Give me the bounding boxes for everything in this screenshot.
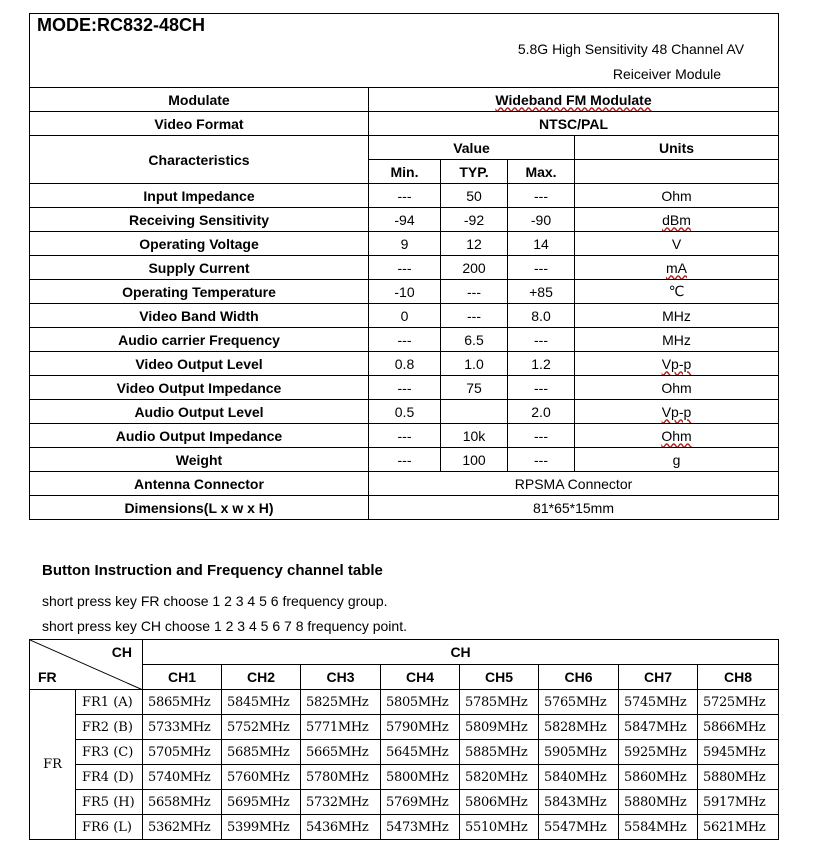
spec-max: ---	[508, 448, 575, 472]
video-format-label: Video Format	[30, 112, 369, 136]
spec-typ: 12	[441, 232, 508, 256]
freq-row	[30, 815, 779, 840]
spec-max: ---	[508, 256, 575, 280]
freq-cell: 5645MHz	[381, 740, 460, 765]
video-format-value: NTSC/PAL	[369, 112, 779, 136]
freq-cell: 5547MHz	[539, 815, 619, 840]
freq-cell: 5843MHz	[539, 790, 619, 815]
spec-unit	[575, 400, 779, 424]
spec-unit	[575, 256, 779, 280]
spec-max: 8.0	[508, 304, 575, 328]
channel-header: CH3	[301, 665, 381, 690]
spec-max: 2.0	[508, 400, 575, 424]
fr-row-label: FR1 (A)	[76, 690, 143, 715]
spec-min: 0	[369, 304, 441, 328]
channel-header: CH8	[698, 665, 779, 690]
freq-cell: 5825MHz	[301, 690, 381, 715]
frequency-table	[29, 639, 779, 840]
spec-max: ---	[508, 376, 575, 400]
spec-name: Audio carrier Frequency	[30, 328, 369, 352]
freq-cell: 5780MHz	[301, 765, 381, 790]
spec-min: ---	[369, 328, 441, 352]
freq-cell: 5809MHz	[460, 715, 539, 740]
freq-cell: 5917MHz	[698, 790, 779, 815]
freq-cell: 5510MHz	[460, 815, 539, 840]
subtitle-line1: 5.8G High Sensitivity 48 Channel AV	[517, 41, 745, 57]
subtitle-line2: Reiceiver Module	[612, 66, 722, 82]
subtitle	[30, 37, 779, 88]
instruction-ch: short press key CH choose 1 2 3 4 5 6 7 8 frequency point.	[42, 618, 407, 634]
freq-cell: 5866MHz	[698, 715, 779, 740]
freq-cell: 5945MHz	[698, 740, 779, 765]
instruction-fr: short press key FR choose 1 2 3 4 5 6 frequency group.	[42, 593, 388, 609]
modulate-value	[369, 88, 779, 112]
fr-row-label: FR5 (H)	[76, 790, 143, 815]
units-header: Units	[575, 136, 779, 160]
freq-cell: 5800MHz	[381, 765, 460, 790]
freq-cell: 5725MHz	[698, 690, 779, 715]
spec-typ: 1.0	[441, 352, 508, 376]
spec-typ: -92	[441, 208, 508, 232]
freq-cell: 5925MHz	[619, 740, 698, 765]
spec-typ: ---	[441, 304, 508, 328]
corner-cell	[30, 640, 143, 690]
max-header: Max.	[508, 160, 575, 184]
spec-row	[30, 400, 779, 424]
fr-row-label: FR4 (D)	[76, 765, 143, 790]
freq-cell: 5436MHz	[301, 815, 381, 840]
spec-row	[30, 184, 779, 208]
spec-max: +85	[508, 280, 575, 304]
spec-typ: 75	[441, 376, 508, 400]
fr-group-label: FR	[30, 690, 76, 840]
spec-min: ---	[369, 184, 441, 208]
freq-cell: 5740MHz	[143, 765, 222, 790]
freq-row	[30, 765, 779, 790]
fr-row-label: FR2 (B)	[76, 715, 143, 740]
spec-min: -94	[369, 208, 441, 232]
fr-row-label: FR6 (L)	[76, 815, 143, 840]
freq-cell: 5399MHz	[222, 815, 301, 840]
spec-typ: 10k	[441, 424, 508, 448]
spec-row	[30, 424, 779, 448]
spec-min: 0.8	[369, 352, 441, 376]
spec-unit: g	[575, 448, 779, 472]
spec-min: 9	[369, 232, 441, 256]
spec-unit: MHz	[575, 328, 779, 352]
modulate-value-text: Wideband FM Modulate	[495, 91, 652, 108]
freq-cell: 5790MHz	[381, 715, 460, 740]
corner-ch-label: CH	[111, 644, 132, 660]
spec-max: 14	[508, 232, 575, 256]
spec-unit	[575, 352, 779, 376]
spec-name: Operating Voltage	[30, 232, 369, 256]
freq-row	[30, 690, 779, 715]
freq-cell: 5845MHz	[222, 690, 301, 715]
spec-row	[30, 352, 779, 376]
spec-unit-text: mA	[666, 259, 688, 276]
spec-row	[30, 328, 779, 352]
spec-min: -10	[369, 280, 441, 304]
freq-cell: 5732MHz	[301, 790, 381, 815]
spec-name: Weight	[30, 448, 369, 472]
spec-typ	[441, 400, 508, 424]
freq-cell: 5705MHz	[143, 740, 222, 765]
antenna-value: RPSMA Connector	[369, 472, 779, 496]
freq-cell: 5473MHz	[381, 815, 460, 840]
spec-name: Operating Temperature	[30, 280, 369, 304]
spec-min: ---	[369, 256, 441, 280]
spec-unit: Ohm	[575, 184, 779, 208]
units-subheader-empty	[575, 160, 779, 184]
spec-typ: ---	[441, 280, 508, 304]
freq-cell: 5584MHz	[619, 815, 698, 840]
spec-typ: 100	[441, 448, 508, 472]
spec-row	[30, 208, 779, 232]
freq-cell: 5785MHz	[460, 690, 539, 715]
dimensions-label: Dimensions(L x w x H)	[30, 496, 369, 520]
spec-unit: Ohm	[575, 376, 779, 400]
spec-min: ---	[369, 424, 441, 448]
freq-cell: 5805MHz	[381, 690, 460, 715]
spec-name: Supply Current	[30, 256, 369, 280]
freq-cell: 5733MHz	[143, 715, 222, 740]
fr-row-label: FR3 (C)	[76, 740, 143, 765]
freq-cell: 5828MHz	[539, 715, 619, 740]
min-header: Min.	[369, 160, 441, 184]
freq-cell: 5880MHz	[619, 790, 698, 815]
freq-cell: 5806MHz	[460, 790, 539, 815]
freq-cell: 5885MHz	[460, 740, 539, 765]
spec-unit: ℃	[575, 280, 779, 304]
spec-name: Input Impedance	[30, 184, 369, 208]
mode-title: MODE:RC832-48CH	[30, 14, 779, 38]
freq-row	[30, 790, 779, 815]
spec-unit-text: Vp-p	[661, 403, 692, 420]
antenna-label: Antenna Connector	[30, 472, 369, 496]
spec-min: 0.5	[369, 400, 441, 424]
freq-cell: 5745MHz	[619, 690, 698, 715]
spec-min: ---	[369, 448, 441, 472]
spec-row	[30, 304, 779, 328]
freq-cell: 5905MHz	[539, 740, 619, 765]
spec-name: Audio Output Level	[30, 400, 369, 424]
button-instruction-title: Button Instruction and Frequency channel table	[42, 562, 383, 579]
spec-unit-text: dBm	[662, 211, 691, 228]
characteristics-header: Characteristics	[30, 136, 369, 184]
spec-row	[30, 448, 779, 472]
freq-cell: 5665MHz	[301, 740, 381, 765]
spec-unit-text: Vp-p	[661, 355, 692, 372]
channel-header: CH6	[539, 665, 619, 690]
spec-name: Video Output Level	[30, 352, 369, 376]
spec-typ: 6.5	[441, 328, 508, 352]
ch-header: CH	[143, 640, 779, 665]
freq-cell: 5695MHz	[222, 790, 301, 815]
spec-row	[30, 256, 779, 280]
spec-row	[30, 376, 779, 400]
spec-row	[30, 232, 779, 256]
value-header: Value	[369, 136, 575, 160]
spec-unit	[575, 208, 779, 232]
spec-max: 1.2	[508, 352, 575, 376]
channel-header: CH2	[222, 665, 301, 690]
freq-row	[30, 715, 779, 740]
freq-cell: 5860MHz	[619, 765, 698, 790]
freq-cell: 5847MHz	[619, 715, 698, 740]
spec-unit: V	[575, 232, 779, 256]
freq-row	[30, 740, 779, 765]
freq-cell: 5362MHz	[143, 815, 222, 840]
spec-table	[29, 13, 779, 520]
spec-name: Video Output Impedance	[30, 376, 369, 400]
spec-max: ---	[508, 328, 575, 352]
spec-name: Video Band Width	[30, 304, 369, 328]
spec-min: ---	[369, 376, 441, 400]
spec-max: ---	[508, 184, 575, 208]
spec-typ: 50	[441, 184, 508, 208]
freq-cell: 5865MHz	[143, 690, 222, 715]
dimensions-value: 81*65*15mm	[369, 496, 779, 520]
channel-header: CH7	[619, 665, 698, 690]
spec-max: ---	[508, 424, 575, 448]
freq-cell: 5658MHz	[143, 790, 222, 815]
channel-header: CH4	[381, 665, 460, 690]
spec-unit-text: Ohm	[661, 427, 692, 444]
modulate-label: Modulate	[30, 88, 369, 112]
freq-cell: 5880MHz	[698, 765, 779, 790]
spec-unit: MHz	[575, 304, 779, 328]
spec-name: Receiving Sensitivity	[30, 208, 369, 232]
freq-cell: 5685MHz	[222, 740, 301, 765]
freq-cell: 5769MHz	[381, 790, 460, 815]
typ-header: TYP.	[441, 160, 508, 184]
freq-cell: 5771MHz	[301, 715, 381, 740]
freq-cell: 5840MHz	[539, 765, 619, 790]
corner-fr-label: FR	[38, 669, 57, 685]
spec-name: Audio Output Impedance	[30, 424, 369, 448]
freq-cell: 5820MHz	[460, 765, 539, 790]
freq-cell: 5621MHz	[698, 815, 779, 840]
spec-typ: 200	[441, 256, 508, 280]
spec-unit	[575, 424, 779, 448]
spec-row	[30, 280, 779, 304]
channel-header: CH5	[460, 665, 539, 690]
freq-cell: 5765MHz	[539, 690, 619, 715]
channel-header: CH1	[143, 665, 222, 690]
spec-max: -90	[508, 208, 575, 232]
freq-cell: 5752MHz	[222, 715, 301, 740]
freq-cell: 5760MHz	[222, 765, 301, 790]
